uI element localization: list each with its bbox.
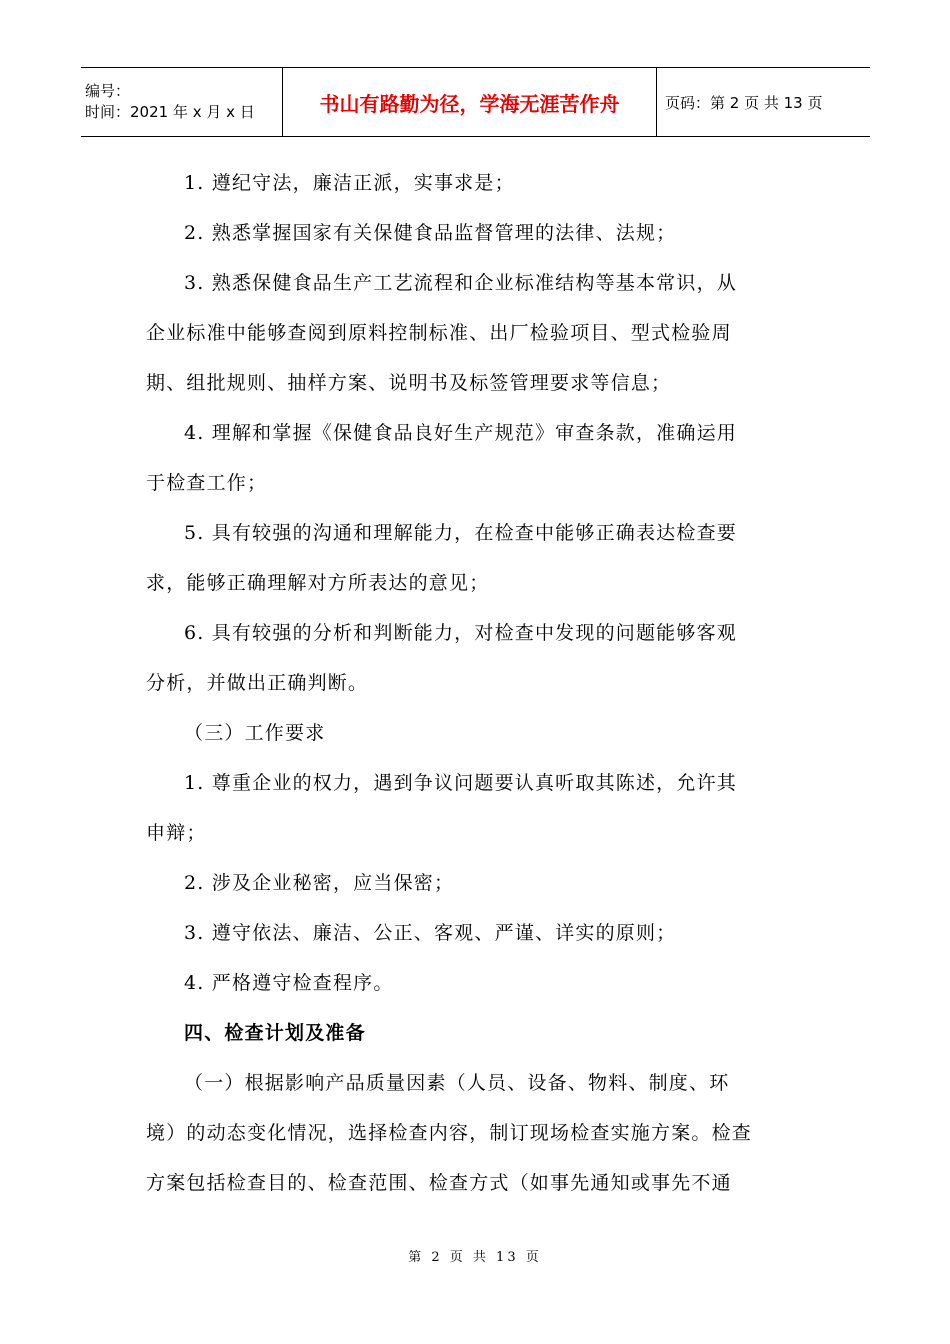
paragraph-line: 2. 熟悉掌握国家有关保健食品监督管理的法律、法规； bbox=[184, 222, 677, 244]
document-number-label: 编号： bbox=[85, 82, 131, 100]
document-body bbox=[146, 158, 806, 1208]
paragraph-line: 2. 涉及企业秘密，应当保密； bbox=[184, 872, 455, 894]
paragraph-line: 企业标准中能够查阅到原料控制标准、出厂检验项目、型式检验周 bbox=[146, 322, 732, 344]
paragraph-line: （一）根据影响产品质量因素（人员、设备、物料、制度、环 bbox=[184, 1072, 730, 1094]
header-meta bbox=[81, 68, 283, 136]
header-motto: 书山有路勤为径，学海无涯苦作舟 bbox=[283, 68, 657, 136]
section-heading: 四、检查计划及准备 bbox=[184, 1022, 366, 1044]
paragraph-line: 方案包括检查目的、检查范围、检查方式（如事先通知或事先不通 bbox=[146, 1172, 732, 1194]
paragraph-line: 4. 严格遵守检查程序。 bbox=[184, 972, 394, 994]
paragraph-line: 申辩； bbox=[146, 822, 207, 844]
page-footer: 第 2 页 共 13 页 bbox=[408, 1250, 542, 1265]
paragraph-line: 于检查工作； bbox=[146, 472, 268, 494]
paragraph-line: 求，能够正确理解对方所表达的意见； bbox=[146, 572, 490, 594]
paragraph-line: 境）的动态变化情况，选择检查内容，制订现场检查实施方案。检查 bbox=[146, 1122, 753, 1144]
paragraph-line: 期、组批规则、抽样方案、说明书及标签管理要求等信息； bbox=[146, 372, 672, 394]
paragraph-line: 3. 熟悉保健食品生产工艺流程和企业标准结构等基本常识，从 bbox=[184, 272, 737, 294]
paragraph-line: 6. 具有较强的分析和判断能力，对检查中发现的问题能够客观 bbox=[184, 622, 737, 644]
paragraph-line: 5. 具有较强的沟通和理解能力，在检查中能够正确表达检查要 bbox=[184, 522, 737, 544]
document-time-label: 时间：2021 年 x 月 x 日 bbox=[85, 103, 255, 121]
paragraph-line: 分析，并做出正确判断。 bbox=[146, 672, 369, 694]
header-page-label: 页码：第 2 页 共 13 页 bbox=[665, 93, 823, 112]
paragraph-line: 4. 理解和掌握《保健食品良好生产规范》审查条款，准确运用 bbox=[184, 422, 737, 444]
paragraph-line: 1. 遵纪守法，廉洁正派，实事求是； bbox=[184, 172, 515, 194]
paragraph-line: （三）工作要求 bbox=[184, 722, 326, 744]
paragraph-line: 1. 尊重企业的权力，遇到争议问题要认真听取其陈述，允许其 bbox=[184, 772, 737, 794]
paragraph-line: 3. 遵守依法、廉洁、公正、客观、严谨、详实的原则； bbox=[184, 922, 677, 944]
page-header bbox=[81, 67, 870, 137]
